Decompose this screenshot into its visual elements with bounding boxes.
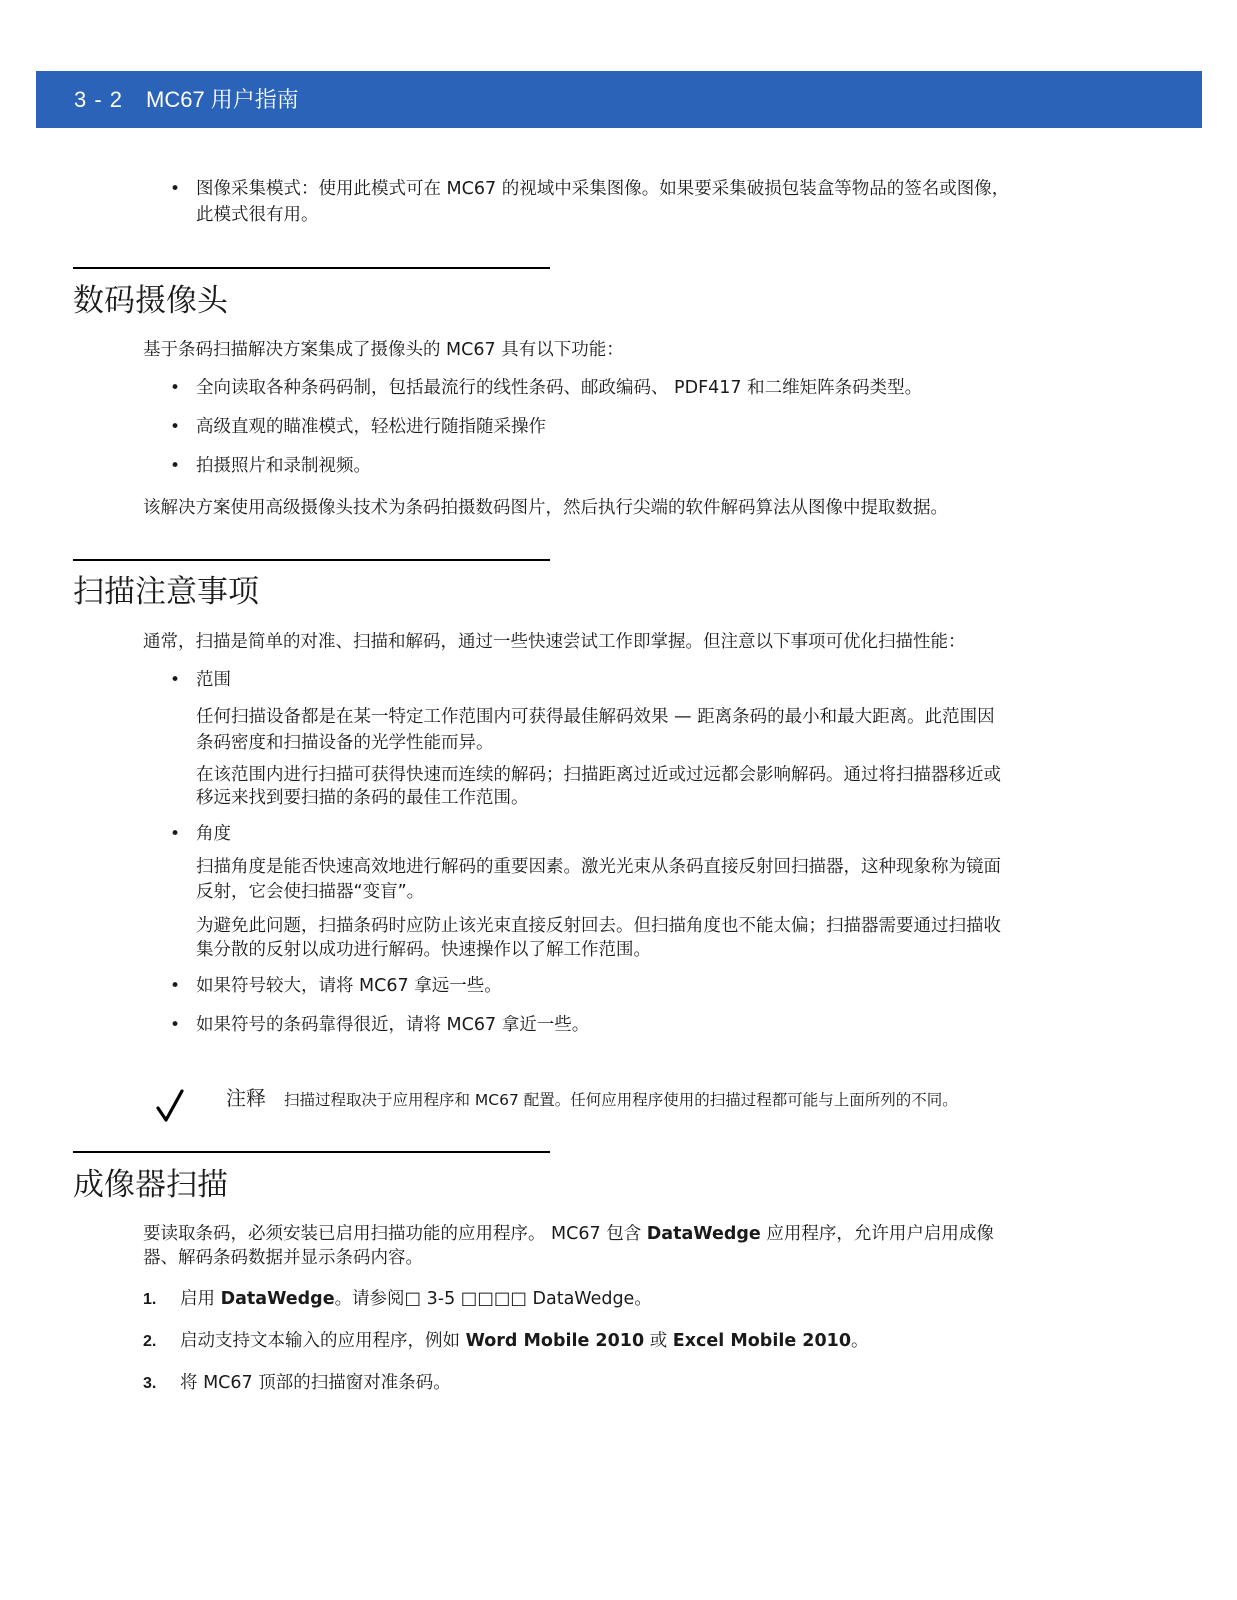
camera-intro: 基于条码扫描解决方案集成了摄像头的 MC67 具有以下功能： <box>143 340 624 360</box>
imager-intro-datawedge: DataWedge <box>646 1224 761 1244</box>
step-2-text <box>180 1329 869 1354</box>
intro-bullet-line-2: 此模式很有用。 <box>196 205 319 225</box>
bullet-close-symbol: 如果符号的条码靠得很近，请将 MC67 拿近一些。 <box>196 1015 590 1035</box>
range-paragraph-2-line-1: 在该范围内进行扫描可获得快速而连续的解码；扫描距离过近或过远都会影响解码。通过将扫描器移近或 <box>196 765 1001 785</box>
bullet-icon: • <box>170 179 181 199</box>
angle-paragraph-2-line-2: 集分散的反射以成功进行解码。快速操作以了解工作范围。 <box>196 940 651 960</box>
note-text: 扫描过程取决于应用程序和 MC67 配置。任何应用程序使用的扫描过程都可能与上面所列的不同。 <box>284 1091 958 1109</box>
bullet-large-symbol: 如果符号较大，请将 MC67 拿远一些。 <box>196 976 502 996</box>
camera-bullet-2: 高级直观的瞄准模式，轻松进行随指随采操作 <box>196 417 546 437</box>
section-title-imager: 成像器扫描 <box>73 1167 228 1203</box>
document-title: MC67 用户指南 <box>146 87 299 112</box>
camera-bullet-3: 拍摄照片和录制视频。 <box>196 456 371 476</box>
step-2-text-a: 启动支持文本输入的应用程序，例如 <box>180 1331 466 1351</box>
note-label: 注释 <box>226 1086 266 1110</box>
bullet-icon: • <box>170 456 181 476</box>
bullet-icon: • <box>170 417 181 437</box>
section-title-scan: 扫描注意事项 <box>73 574 259 610</box>
bullet-icon: • <box>170 824 181 844</box>
angle-paragraph-1-line-1: 扫描角度是能否快速高效地进行解码的重要因素。激光光束从条码直接反射回扫描器，这种现象称为镜面 <box>196 857 1001 877</box>
section-divider <box>73 1151 550 1153</box>
step-1-text-a: 启用 <box>180 1289 221 1309</box>
imager-intro-line-1 <box>143 1222 994 1247</box>
bullet-icon: • <box>170 378 181 398</box>
step-1-datawedge: DataWedge <box>220 1289 335 1309</box>
section-divider <box>73 267 550 269</box>
step-number: 3. <box>143 1375 157 1392</box>
section-title-camera: 数码摄像头 <box>73 283 228 319</box>
intro-bullet-line-1: 图像采集模式：使用此模式可在 MC67 的视域中采集图像。如果要采集破损包装盒等物品的签名或图像， <box>196 179 1010 199</box>
angle-label: 角度 <box>196 824 231 844</box>
range-paragraph-1-line-1: 任何扫描设备都是在某一特定工作范围内可获得最佳解码效果 — 距离条码的最小和最大距离。此范围因 <box>196 707 995 727</box>
page-number: 3 - 2 <box>74 87 124 112</box>
range-paragraph-2-line-2: 移远来找到要扫描的条码的最佳工作范围。 <box>196 788 529 808</box>
step-number: 2. <box>143 1333 157 1350</box>
step-2-text-e: 。 <box>851 1331 869 1351</box>
step-1-text-c: 。请参阅□ 3-5 □□□□ DataWedge。 <box>334 1289 652 1309</box>
imager-intro-text-a: 要读取条码，必须安装已启用扫描功能的应用程序。 MC67 包含 <box>143 1224 647 1244</box>
bullet-icon: • <box>170 976 181 996</box>
page-header-bar <box>36 71 1202 128</box>
step-3-text: 将 MC67 顶部的扫描窗对准条码。 <box>180 1373 451 1393</box>
angle-paragraph-1-line-2: 反射，它会使扫描器“变盲”。 <box>196 882 425 902</box>
scan-intro: 通常，扫描是简单的对准、扫描和解码，通过一些快速尝试工作即掌握。但注意以下事项可优化扫描性能： <box>143 632 966 652</box>
angle-paragraph-2-line-1: 为避免此问题，扫描条码时应防止该光束直接反射回去。但扫描角度也不能太偏；扫描器需要通过扫描收 <box>196 916 1001 936</box>
imager-intro-text-c: 应用程序，允许用户启用成像 <box>760 1224 994 1244</box>
bullet-icon: • <box>170 670 181 690</box>
bullet-icon: • <box>170 1015 181 1035</box>
section-divider <box>73 559 550 561</box>
step-2-word-mobile: Word Mobile 2010 <box>465 1331 645 1351</box>
step-2-excel-mobile: Excel Mobile 2010 <box>672 1331 852 1351</box>
camera-bullet-1: 全向读取各种条码码制，包括最流行的线性条码、邮政编码、 PDF417 和二维矩阵条码类型。 <box>196 378 923 398</box>
step-1-text <box>180 1287 652 1312</box>
range-label: 范围 <box>196 670 231 690</box>
checkmark-icon <box>155 1088 185 1124</box>
imager-intro-line-2: 器、解码条码数据并显示条码内容。 <box>143 1248 423 1268</box>
step-number: 1. <box>143 1291 157 1308</box>
range-paragraph-1-line-2: 条码密度和扫描设备的光学性能而异。 <box>196 733 494 753</box>
step-2-text-c: 或 <box>644 1331 673 1351</box>
camera-closing: 该解决方案使用高级摄像头技术为条码拍摄数码图片，然后执行尖端的软件解码算法从图像中提取数据。 <box>143 498 948 518</box>
